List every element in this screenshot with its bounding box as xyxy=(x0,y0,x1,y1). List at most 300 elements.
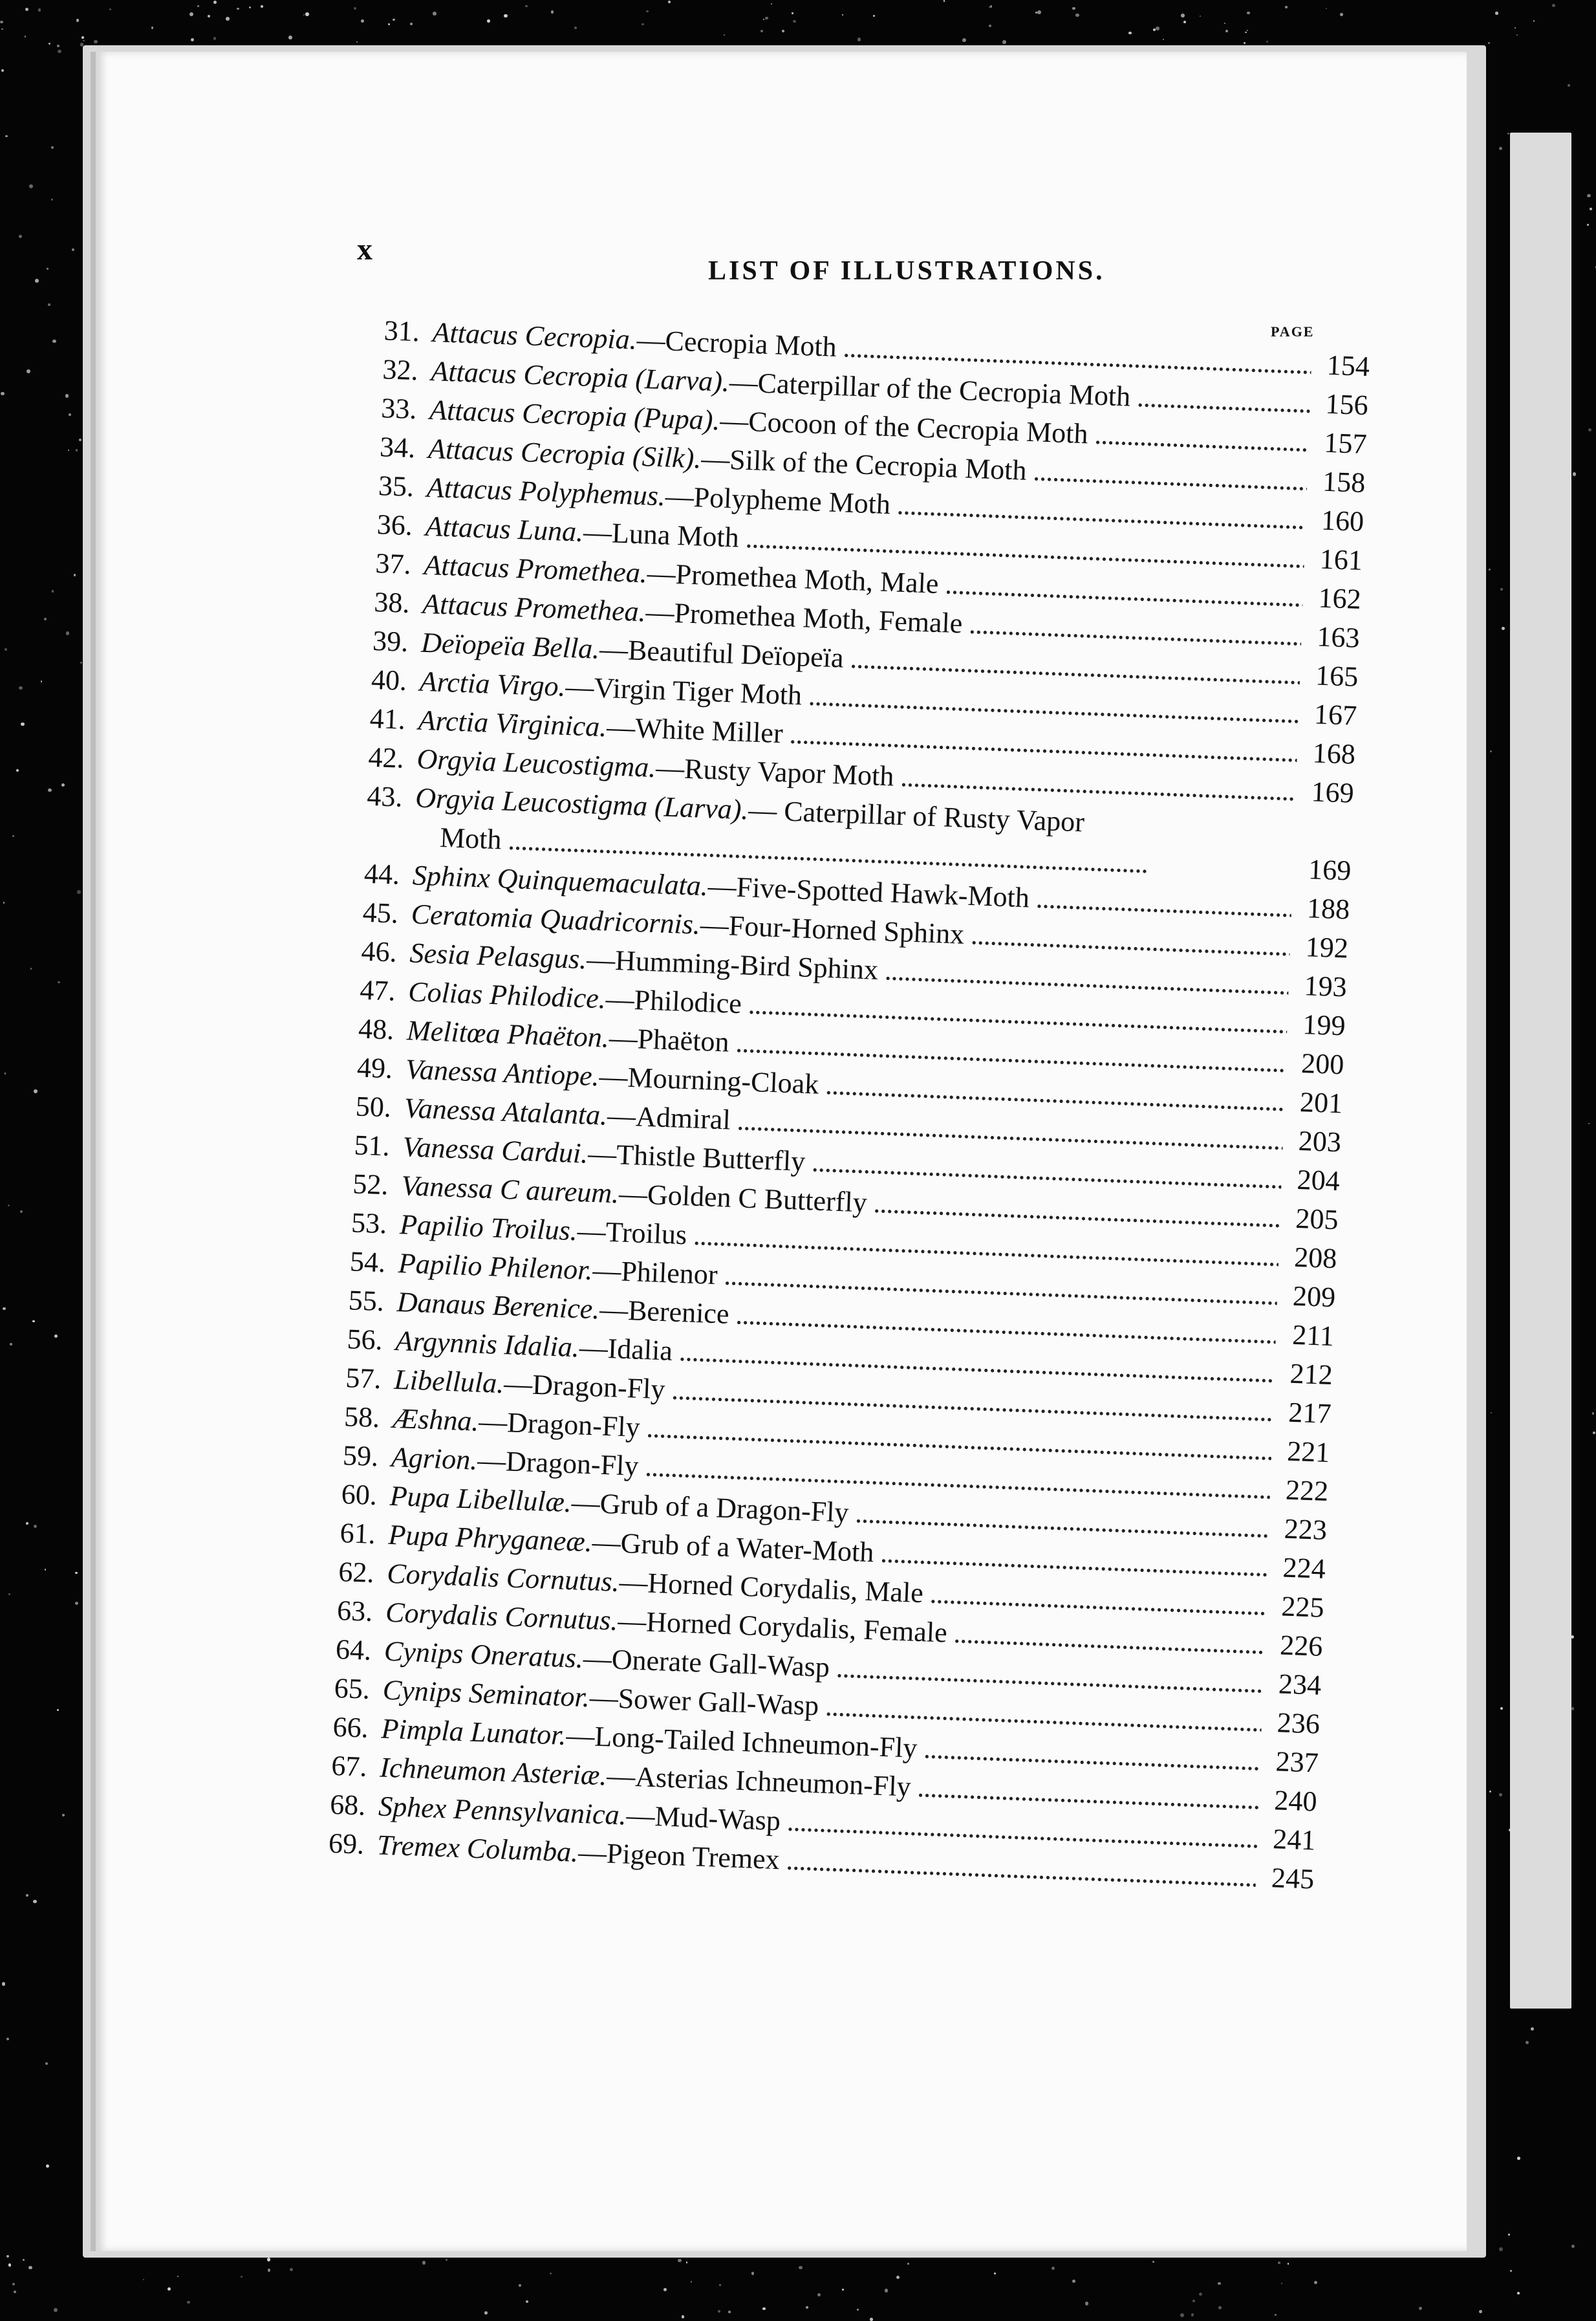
entry-number: 65. xyxy=(334,1672,371,1705)
scan-speck xyxy=(5,648,7,651)
scan-speck xyxy=(1002,40,1006,44)
scan-speck xyxy=(1314,2281,1317,2284)
entry-latin-name: Sphex Pennsylvanica. xyxy=(378,1790,627,1831)
scan-speck xyxy=(1,28,3,30)
entry-common-name: —Luna Moth xyxy=(583,516,740,554)
scan-speck xyxy=(782,30,784,32)
scan-speck xyxy=(896,2276,900,2279)
scan-speck xyxy=(1526,2041,1529,2044)
entry-number: 66. xyxy=(332,1710,369,1744)
scan-speck xyxy=(12,2283,15,2285)
entry-common-name: —Five-Spotted Hawk-Moth xyxy=(707,870,1030,914)
entry-page-number: 236 xyxy=(1277,1706,1321,1740)
entry-number: 57. xyxy=(345,1362,382,1395)
scan-speck xyxy=(682,2315,684,2318)
scan-speck xyxy=(81,36,84,39)
entry-page-number: 237 xyxy=(1275,1745,1319,1779)
scan-speck xyxy=(208,15,210,17)
entry-latin-name: Papilio Philenor. xyxy=(398,1247,594,1287)
entry-number: 56. xyxy=(346,1323,383,1357)
entry-page-number: 169 xyxy=(1310,776,1355,809)
scan-speck xyxy=(94,40,98,44)
scan-speck xyxy=(678,2259,681,2262)
entry-common-name: —Four-Horned Sphinx xyxy=(700,908,965,950)
scan-speck xyxy=(1218,2282,1220,2285)
entry-common-name: —Idalia xyxy=(578,1331,673,1367)
entry-common-name: —Promethea Moth, Female xyxy=(645,596,964,640)
scan-speck xyxy=(724,34,725,36)
scan-speck xyxy=(1037,10,1041,14)
entry-latin-name: Vanessa Atalanta. xyxy=(403,1092,609,1131)
scan-speck xyxy=(237,8,239,10)
entry-page-number: 245 xyxy=(1271,1862,1315,1895)
scan-speck xyxy=(8,1204,10,1206)
scan-speck xyxy=(550,2272,552,2274)
scan-speck xyxy=(19,686,22,690)
entry-number: 54. xyxy=(349,1245,386,1279)
scan-speck xyxy=(1075,14,1079,17)
scan-speck xyxy=(68,450,69,451)
scan-speck xyxy=(1490,750,1492,752)
scan-speck xyxy=(14,2291,16,2293)
scan-speck xyxy=(433,12,437,16)
entry-latin-name: Orgyia Leucostigma. xyxy=(416,743,657,784)
scan-speck xyxy=(26,1894,28,1897)
entry-page-number: 241 xyxy=(1272,1823,1317,1857)
entry-number: 47. xyxy=(359,974,396,1007)
scan-speck xyxy=(1128,32,1132,35)
scan-speck xyxy=(52,340,56,343)
entry-latin-name: Colias Philodice. xyxy=(407,975,607,1015)
scan-speck xyxy=(1278,2261,1280,2264)
entry-common-name: —Philodice xyxy=(605,983,742,1020)
scan-speck xyxy=(83,40,85,42)
scan-speck xyxy=(34,1525,37,1528)
scan-speck xyxy=(75,1602,78,1605)
scan-speck xyxy=(35,279,39,283)
scan-speck xyxy=(29,184,33,188)
entry-number: 33. xyxy=(380,392,418,426)
scan-speck xyxy=(751,2272,754,2274)
scan-speck xyxy=(1499,2247,1502,2250)
entry-page-number: 154 xyxy=(1326,349,1370,383)
entry-latin-name: Libellula. xyxy=(393,1363,505,1400)
scan-speck xyxy=(1156,27,1159,30)
entry-number: 58. xyxy=(343,1400,381,1434)
entry-page-number: 160 xyxy=(1321,504,1364,538)
entry-common-name: —Onerate Gall-Wasp xyxy=(582,1642,830,1683)
scan-speck xyxy=(762,2307,765,2310)
scan-speck xyxy=(718,2310,720,2313)
scan-speck xyxy=(1244,42,1246,45)
scan-speck xyxy=(1200,16,1201,17)
entry-page-number: 212 xyxy=(1289,1357,1333,1391)
entry-page-number: 157 xyxy=(1323,426,1368,461)
scan-speck xyxy=(226,17,230,21)
scan-speck xyxy=(1491,1412,1493,1414)
entry-common-name: —Philenor xyxy=(592,1254,718,1291)
scan-speck xyxy=(1479,2310,1482,2313)
entry-page-number: 208 xyxy=(1293,1241,1338,1275)
scan-speck xyxy=(1281,2283,1282,2284)
scan-speck xyxy=(719,2284,721,2286)
scan-speck xyxy=(422,2261,426,2264)
scan-speck xyxy=(72,248,74,251)
entry-common-name: —Horned Corydalis, Male xyxy=(618,1565,924,1609)
scan-speck xyxy=(1224,23,1226,25)
scan-speck xyxy=(446,2259,448,2261)
entry-common-name: —Virgin Tiger Moth xyxy=(565,670,803,712)
scan-speck xyxy=(1247,30,1248,31)
scan-speck xyxy=(842,2289,844,2291)
scan-speck xyxy=(1500,1707,1503,1710)
entry-latin-name: Sesia Pelasgus. xyxy=(409,937,588,975)
scan-speck xyxy=(1192,2300,1195,2302)
scan-speck xyxy=(1500,588,1503,591)
scan-speck xyxy=(191,38,194,41)
scan-speck xyxy=(46,2164,49,2168)
scan-speck xyxy=(197,5,199,7)
scan-speck xyxy=(962,38,966,42)
scan-speck xyxy=(74,574,76,576)
scan-speck xyxy=(268,2269,270,2271)
entry-number: 49. xyxy=(356,1051,393,1085)
entry-common-name: —Golden C Butterfly xyxy=(618,1177,868,1219)
entry-number: 45. xyxy=(362,896,399,930)
scan-speck xyxy=(1191,2313,1194,2316)
entry-common-name: —Polypheme Moth xyxy=(664,480,891,521)
scan-speck xyxy=(76,449,78,451)
entry-latin-name: Ichneumon Asteriæ. xyxy=(379,1751,608,1792)
entry-number: 42. xyxy=(367,741,405,774)
scan-speck xyxy=(1515,27,1516,29)
entry-common-name: —Promethea Moth, Male xyxy=(646,557,940,600)
entry-page-number: 224 xyxy=(1282,1551,1326,1585)
scan-speck xyxy=(393,19,394,21)
scan-speck xyxy=(32,1320,34,1322)
scan-speck xyxy=(574,27,577,29)
scan-speck xyxy=(646,10,649,13)
scan-speck xyxy=(288,36,292,39)
scan-speck xyxy=(77,890,81,894)
entry-common-name: —Grub of a Dragon-Fly xyxy=(570,1487,850,1529)
entry-number: 52. xyxy=(352,1168,389,1201)
entry-latin-name: Attacus Cecropia (Pupa). xyxy=(429,393,721,437)
facing-page-edge xyxy=(1510,133,1571,2009)
entry-common-name: —Caterpillar of the Cecropia Moth xyxy=(728,365,1132,413)
entry-common-name: —Beautiful Deïopeïa xyxy=(599,633,845,674)
entry-page-number: 169 xyxy=(1308,853,1352,887)
scan-speck xyxy=(20,1210,23,1213)
scan-speck xyxy=(51,146,54,149)
entry-latin-name: Arctia Virgo. xyxy=(419,665,566,703)
scan-speck xyxy=(1245,32,1247,34)
entry-latin-name: Attacus Cecropia (Silk). xyxy=(427,432,702,475)
scan-speck xyxy=(484,2311,488,2315)
scan-speck xyxy=(76,19,80,22)
scan-speck xyxy=(1285,6,1287,8)
entry-number: 43. xyxy=(366,779,404,813)
scan-speck xyxy=(1571,2245,1575,2249)
entry-number: 59. xyxy=(342,1439,379,1473)
entry-common-name: — Caterpillar of Rusty Vapor xyxy=(748,794,1085,838)
scan-speck xyxy=(525,5,527,7)
scan-speck xyxy=(6,2255,9,2258)
scan-speck xyxy=(47,268,49,270)
scan-speck xyxy=(1587,224,1589,226)
entry-number: 67. xyxy=(330,1749,368,1783)
entry-number: 37. xyxy=(374,547,412,581)
scan-speck xyxy=(354,7,356,10)
entry-page-number: 217 xyxy=(1288,1396,1332,1430)
scan-speck xyxy=(1508,2234,1510,2236)
scan-speck xyxy=(1326,8,1327,9)
scan-speck xyxy=(66,631,70,635)
entry-latin-name: Pupa Libellulæ. xyxy=(389,1479,572,1519)
scan-speck xyxy=(668,1,671,3)
scan-speck xyxy=(34,1089,38,1093)
scan-speck xyxy=(25,8,28,11)
entry-page-number: 161 xyxy=(1319,543,1363,576)
scan-speck xyxy=(261,5,263,8)
scan-speck xyxy=(8,2263,12,2267)
scan-speck xyxy=(388,23,390,25)
entry-latin-name: Vanessa Antiope. xyxy=(405,1053,600,1093)
entry-common-name: —White Miller xyxy=(606,711,784,750)
scan-speck xyxy=(1517,2292,1520,2294)
scan-speck xyxy=(873,15,875,17)
entry-page-number: 156 xyxy=(1324,387,1369,422)
scan-speck xyxy=(792,12,793,14)
scan-speck xyxy=(2,1982,6,1986)
scan-speck xyxy=(25,36,26,37)
scan-speck xyxy=(267,2258,270,2261)
entry-page-number: 204 xyxy=(1296,1163,1341,1197)
scan-speck xyxy=(303,14,305,16)
scan-speck xyxy=(27,369,30,373)
entry-latin-name: Attacus Cecropia (Larva). xyxy=(430,354,730,398)
scan-speck xyxy=(62,1814,65,1816)
scan-speck xyxy=(1072,7,1075,10)
entry-page-number: 225 xyxy=(1280,1590,1325,1624)
entry-latin-name: Vanessa Cardui. xyxy=(402,1131,589,1170)
entry-number: 51. xyxy=(353,1129,391,1162)
entry-latin-name: Melitœa Phaëton. xyxy=(406,1014,610,1054)
entry-common-name: —Rusty Vapor Moth xyxy=(655,752,895,792)
scan-speck xyxy=(1592,1412,1594,1414)
entry-page-number: 203 xyxy=(1298,1124,1342,1159)
entry-page-number: 168 xyxy=(1312,737,1356,770)
scan-speck xyxy=(1419,2307,1422,2310)
scan-speck xyxy=(1502,627,1505,630)
entry-number: 44. xyxy=(363,857,400,891)
page-number: x xyxy=(357,232,372,267)
entry-page-number: 240 xyxy=(1273,1784,1318,1818)
entry-common-name: —Dragon-Fly xyxy=(503,1368,666,1406)
scan-speck xyxy=(1516,34,1518,36)
entry-common-name: —Thistle Butterfly xyxy=(587,1137,806,1177)
scan-speck xyxy=(1531,2027,1534,2031)
entry-common-name: —Berenice xyxy=(599,1293,730,1330)
entry-number: 62. xyxy=(338,1555,375,1589)
scan-speck xyxy=(109,8,111,10)
scan-speck xyxy=(26,1522,28,1525)
scan-speck xyxy=(686,2261,687,2263)
scan-speck xyxy=(642,23,643,25)
scan-speck xyxy=(41,681,42,682)
scan-speck xyxy=(143,2279,144,2280)
dot-leader xyxy=(1136,378,1311,423)
scan-speck xyxy=(1573,472,1577,476)
scan-speck xyxy=(177,2276,178,2277)
entry-latin-name: Agrion. xyxy=(391,1441,479,1476)
scan-speck xyxy=(1590,208,1593,211)
scan-speck xyxy=(765,17,768,19)
entry-number: 53. xyxy=(350,1206,388,1240)
entry-latin-name: Corydalis Cornutus. xyxy=(386,1557,620,1598)
scan-speck xyxy=(187,2301,190,2304)
scan-speck xyxy=(19,235,22,238)
entry-common-name: —Cocoon of the Cecropia Moth xyxy=(719,404,1089,450)
scan-speck xyxy=(249,6,251,8)
entry-number: 34. xyxy=(379,431,416,464)
entry-number: 68. xyxy=(329,1788,367,1822)
scan-speck xyxy=(663,2288,667,2291)
scan-speck xyxy=(79,439,81,441)
scan-speck xyxy=(842,14,843,16)
scan-speck xyxy=(167,2287,171,2291)
entry-common-name: —Admiral xyxy=(607,1099,731,1136)
scan-speck xyxy=(806,2306,808,2309)
entry-number: 50. xyxy=(355,1090,392,1124)
entry-common-name: —Dragon-Fly xyxy=(478,1405,641,1443)
entry-latin-name: Argynnis Idalia. xyxy=(394,1324,580,1364)
entry-page-number: 221 xyxy=(1286,1435,1331,1468)
entry-latin-name: Corydalis Cornutus. xyxy=(385,1596,619,1637)
scan-speck xyxy=(65,394,69,397)
entry-latin-name: Papilio Troilus. xyxy=(399,1208,578,1247)
scan-speck xyxy=(994,2272,996,2274)
scan-speck xyxy=(241,2276,243,2278)
scan-speck xyxy=(1152,2261,1154,2263)
entry-page-number: 226 xyxy=(1279,1629,1324,1662)
entry-common-name: —Long-Tailed Ichneumon-Fly xyxy=(565,1719,918,1764)
entry-number: 36. xyxy=(376,508,413,542)
entry-common-name: —Mourning-Cloak xyxy=(598,1060,820,1100)
scan-speck xyxy=(1051,2267,1055,2270)
entry-common-name: —Mud-Wasp xyxy=(625,1799,781,1837)
scan-speck xyxy=(1085,2302,1089,2305)
scan-speck xyxy=(3,1307,6,1311)
scan-speck xyxy=(12,835,14,837)
scan-speck xyxy=(1247,12,1249,14)
entry-page-number: 223 xyxy=(1284,1512,1328,1546)
scan-speck xyxy=(989,6,990,8)
scan-speck xyxy=(1,392,4,395)
entry-latin-name: Attacus Promethea. xyxy=(422,587,647,628)
entry-latin-name: Attacus Luna. xyxy=(424,510,585,548)
scan-speck xyxy=(6,2038,9,2040)
entry-number: 40. xyxy=(371,663,407,697)
scan-speck xyxy=(52,590,54,593)
scan-speck xyxy=(1153,28,1156,31)
page-title: LIST OF ILLUSTRATIONS. xyxy=(708,256,1105,286)
entry-page-number: 165 xyxy=(1315,659,1359,693)
scan-speck xyxy=(551,10,554,14)
scan-speck xyxy=(356,41,358,43)
entry-page-number: 163 xyxy=(1316,620,1361,654)
scan-speck xyxy=(760,30,763,32)
scan-speck xyxy=(504,14,507,17)
entry-latin-name: Tremex Columba. xyxy=(376,1829,579,1868)
scan-speck xyxy=(990,5,992,7)
entry-common-name: —Asterias Ichneumon-Fly xyxy=(606,1760,912,1803)
entry-page-number: 199 xyxy=(1302,1008,1346,1042)
entry-latin-name: Ceratomia Quadricornis. xyxy=(410,898,701,941)
scan-speck xyxy=(691,2281,692,2282)
entry-number: 41. xyxy=(369,702,406,736)
entry-number: 61. xyxy=(339,1517,376,1551)
scan-speck xyxy=(58,50,61,54)
entry-common-name: —Horned Corydalis, Female xyxy=(617,1604,948,1649)
scan-speck xyxy=(410,23,413,25)
entry-common-name: —Pigeon Tremex xyxy=(577,1836,781,1876)
entry-common-name: —Grub of a Water-Moth xyxy=(591,1526,875,1569)
entry-latin-name: Pupa Phryganeæ. xyxy=(387,1518,593,1558)
scan-speck xyxy=(1517,2157,1520,2160)
scan-speck xyxy=(0,21,3,24)
entry-number: 69. xyxy=(328,1827,365,1860)
entry-latin-name: Vanessa C aureum. xyxy=(400,1170,620,1210)
scan-speck xyxy=(1507,133,1509,135)
entry-number: 32. xyxy=(382,353,419,387)
scan-speck xyxy=(45,2062,48,2065)
scan-speck xyxy=(1593,1432,1595,1434)
scan-speck xyxy=(213,37,217,40)
entry-latin-name: Orgyia Leucostigma (Larva). xyxy=(415,781,749,826)
scan-speck xyxy=(763,19,764,20)
entry-page-number: 222 xyxy=(1285,1474,1330,1507)
illustration-list xyxy=(305,311,1370,1899)
scan-speck xyxy=(38,8,41,11)
scan-speck xyxy=(30,968,32,969)
entry-latin-name: Attacus Polyphemus. xyxy=(426,471,666,512)
scan-speck xyxy=(305,12,309,16)
entry-common-name: —Sower Gall-Wasp xyxy=(589,1681,820,1722)
scan-speck xyxy=(1275,2314,1277,2316)
scan-speck xyxy=(944,0,945,2)
scan-speck xyxy=(48,303,50,306)
entry-latin-name: Æshna. xyxy=(392,1402,480,1437)
entry-number: 46. xyxy=(360,935,398,968)
entry-common-name: —Cecropia Moth xyxy=(636,323,837,363)
scan-speck xyxy=(1072,2280,1075,2283)
entry-latin-name: Attacus Promethea. xyxy=(423,549,648,589)
scan-speck xyxy=(44,618,47,620)
entry-latin-name: Cynips Seminator. xyxy=(382,1673,590,1714)
scan-speck xyxy=(54,1335,58,1338)
scan-speck xyxy=(57,1709,59,1711)
scan-speck xyxy=(69,413,70,415)
entry-number: 31. xyxy=(383,314,420,348)
scan-speck xyxy=(1199,2293,1203,2296)
scan-speck xyxy=(1588,428,1591,431)
scan-speck xyxy=(857,2309,859,2311)
entry-page-number: 158 xyxy=(1322,465,1366,499)
scan-speck xyxy=(54,2308,58,2312)
entry-number: 39. xyxy=(372,624,409,658)
scan-speck xyxy=(23,2259,25,2261)
